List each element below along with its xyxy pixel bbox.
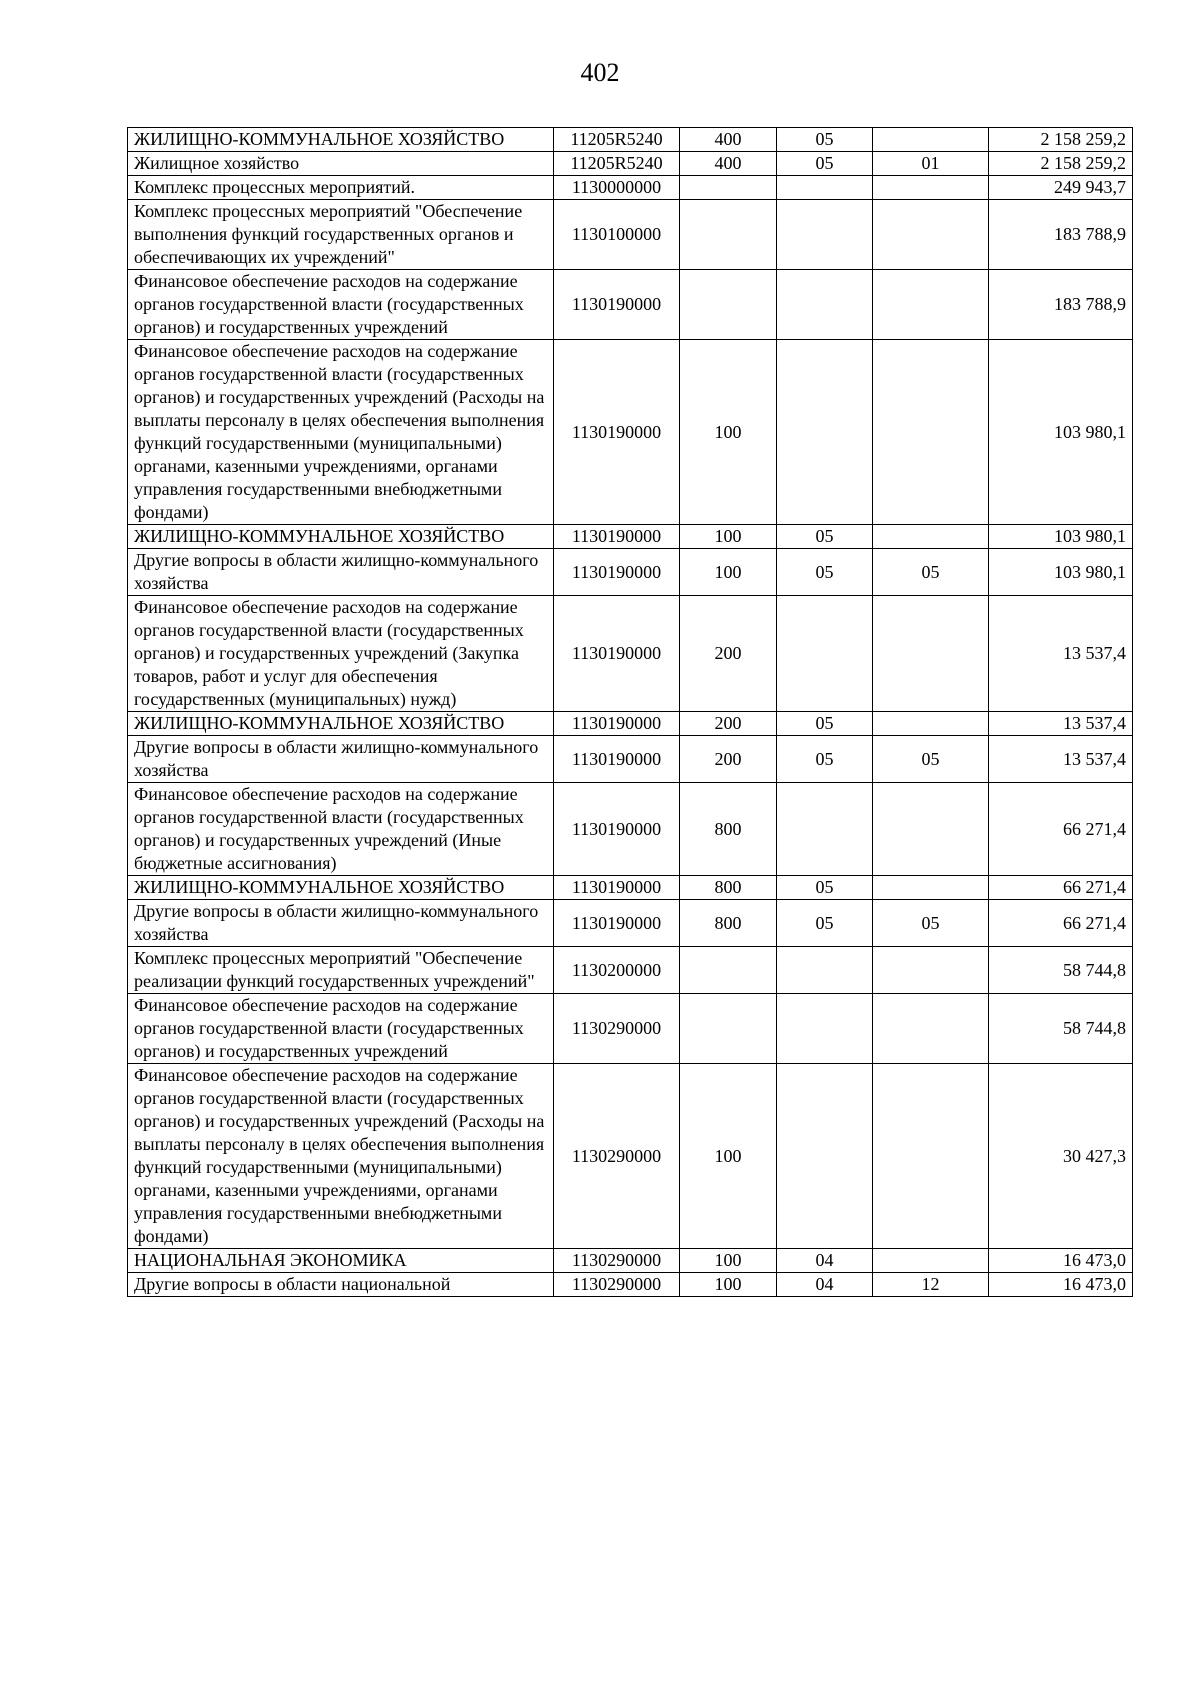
row-expense-type-cell: 200	[680, 596, 777, 712]
row-amount-cell: 103 980,1	[989, 549, 1133, 596]
row-code-cell: 1130290000	[554, 1064, 680, 1249]
table-row	[128, 340, 1133, 525]
row-name-cell: Комплекс процессных мероприятий "Обеспечение реализации функций государственных учреждений"	[128, 947, 554, 994]
row-name-cell: Финансовое обеспечение расходов на содержание органов государственной власти (государственных органов) и государственных учреждений	[128, 994, 554, 1064]
row-amount-cell: 13 537,4	[989, 736, 1133, 783]
table-row	[128, 712, 1133, 736]
row-section-cell	[777, 1064, 873, 1249]
row-amount-cell: 58 744,8	[989, 947, 1133, 994]
row-section-cell: 04	[777, 1249, 873, 1273]
row-expense-type-cell: 100	[680, 549, 777, 596]
table-row	[128, 176, 1133, 200]
row-expense-type-cell: 400	[680, 152, 777, 176]
row-amount-cell: 2 158 259,2	[989, 152, 1133, 176]
row-code-cell: 1130190000	[554, 712, 680, 736]
row-section-cell: 05	[777, 152, 873, 176]
row-name-cell: ЖИЛИЩНО-КОММУНАЛЬНОЕ ХОЗЯЙСТВО	[128, 128, 554, 152]
row-name-cell: Финансовое обеспечение расходов на содержание органов государственной власти (государственных органов) и государственных учреждений (Расходы на выплаты персоналу в целях обеспечения выполнения функций государственными (муниципальными) органами, казенными учреждениями, органами управления государственными внебюджетными фондами)	[128, 340, 554, 525]
row-expense-type-cell: 100	[680, 1273, 777, 1297]
row-name-cell: Другие вопросы в области национальной	[128, 1273, 554, 1297]
row-section-cell	[777, 270, 873, 340]
row-amount-cell: 30 427,3	[989, 1064, 1133, 1249]
row-subsection-cell	[873, 947, 989, 994]
table-row	[128, 200, 1133, 270]
row-amount-cell: 103 980,1	[989, 340, 1133, 525]
row-expense-type-cell: 100	[680, 1064, 777, 1249]
row-amount-cell: 16 473,0	[989, 1273, 1133, 1297]
row-amount-cell: 103 980,1	[989, 525, 1133, 549]
row-name-cell: ЖИЛИЩНО-КОММУНАЛЬНОЕ ХОЗЯЙСТВО	[128, 525, 554, 549]
table-row	[128, 270, 1133, 340]
row-code-cell: 1130190000	[554, 900, 680, 947]
row-code-cell: 1130290000	[554, 1273, 680, 1297]
row-code-cell: 1130190000	[554, 549, 680, 596]
row-name-cell: Другие вопросы в области жилищно-коммунального хозяйства	[128, 900, 554, 947]
row-amount-cell: 58 744,8	[989, 994, 1133, 1064]
table-row	[128, 876, 1133, 900]
row-name-cell: Другие вопросы в области жилищно-коммунального хозяйства	[128, 736, 554, 783]
row-section-cell: 05	[777, 525, 873, 549]
row-amount-cell: 183 788,9	[989, 270, 1133, 340]
row-section-cell: 05	[777, 712, 873, 736]
row-expense-type-cell	[680, 947, 777, 994]
row-amount-cell: 66 271,4	[989, 876, 1133, 900]
row-code-cell: 1130290000	[554, 994, 680, 1064]
row-code-cell: 1130190000	[554, 525, 680, 549]
row-section-cell: 04	[777, 1273, 873, 1297]
row-name-cell: Жилищное хозяйство	[128, 152, 554, 176]
row-section-cell	[777, 340, 873, 525]
row-subsection-cell	[873, 1249, 989, 1273]
table-row	[128, 736, 1133, 783]
row-section-cell	[777, 200, 873, 270]
row-subsection-cell	[873, 1064, 989, 1249]
row-amount-cell: 13 537,4	[989, 712, 1133, 736]
row-subsection-cell	[873, 176, 989, 200]
row-amount-cell: 2 158 259,2	[989, 128, 1133, 152]
table-row	[128, 900, 1133, 947]
row-section-cell	[777, 176, 873, 200]
row-expense-type-cell: 200	[680, 712, 777, 736]
row-subsection-cell	[873, 712, 989, 736]
table-row	[128, 947, 1133, 994]
row-expense-type-cell: 100	[680, 1249, 777, 1273]
row-code-cell: 1130190000	[554, 270, 680, 340]
row-name-cell: Финансовое обеспечение расходов на содержание органов государственной власти (государственных органов) и государственных учреждений (Иные бюджетные ассигнования)	[128, 783, 554, 876]
table-row	[128, 549, 1133, 596]
page-number: 402	[580, 58, 620, 87]
table-row	[128, 128, 1133, 152]
row-section-cell: 05	[777, 128, 873, 152]
row-subsection-cell	[873, 994, 989, 1064]
row-subsection-cell	[873, 270, 989, 340]
row-subsection-cell	[873, 596, 989, 712]
row-amount-cell: 13 537,4	[989, 596, 1133, 712]
row-expense-type-cell: 800	[680, 783, 777, 876]
row-code-cell: 1130100000	[554, 200, 680, 270]
row-amount-cell: 66 271,4	[989, 900, 1133, 947]
row-subsection-cell: 05	[873, 736, 989, 783]
row-name-cell: Финансовое обеспечение расходов на содержание органов государственной власти (государственных органов) и государственных учреждений (Закупка товаров, работ и услуг для обеспечения государственных (муниципальных) нужд)	[128, 596, 554, 712]
row-amount-cell: 249 943,7	[989, 176, 1133, 200]
table-row	[128, 1064, 1133, 1249]
row-code-cell: 1130190000	[554, 736, 680, 783]
table-row	[128, 994, 1133, 1064]
row-name-cell: Финансовое обеспечение расходов на содержание органов государственной власти (государственных органов) и государственных учреждений (Расходы на выплаты персоналу в целях обеспечения выполнения функций государственными (муниципальными) органами, казенными учреждениями, органами управления государственными внебюджетными фондами)	[128, 1064, 554, 1249]
row-expense-type-cell: 800	[680, 876, 777, 900]
row-name-cell: НАЦИОНАЛЬНАЯ ЭКОНОМИКА	[128, 1249, 554, 1273]
row-expense-type-cell	[680, 200, 777, 270]
row-amount-cell: 66 271,4	[989, 783, 1133, 876]
row-name-cell: Комплекс процессных мероприятий.	[128, 176, 554, 200]
row-subsection-cell	[873, 783, 989, 876]
row-name-cell: Финансовое обеспечение расходов на содержание органов государственной власти (государственных органов) и государственных учреждений	[128, 270, 554, 340]
row-section-cell: 05	[777, 876, 873, 900]
budget-table	[127, 127, 1133, 1297]
row-section-cell: 05	[777, 549, 873, 596]
row-subsection-cell: 01	[873, 152, 989, 176]
row-expense-type-cell: 800	[680, 900, 777, 947]
row-subsection-cell: 05	[873, 900, 989, 947]
row-code-cell: 11205R5240	[554, 152, 680, 176]
row-code-cell: 1130190000	[554, 876, 680, 900]
row-section-cell	[777, 947, 873, 994]
row-section-cell	[777, 994, 873, 1064]
row-subsection-cell	[873, 340, 989, 525]
row-code-cell: 11205R5240	[554, 128, 680, 152]
row-code-cell: 1130190000	[554, 596, 680, 712]
row-amount-cell: 16 473,0	[989, 1249, 1133, 1273]
row-section-cell	[777, 596, 873, 712]
row-expense-type-cell	[680, 270, 777, 340]
table-row	[128, 1273, 1133, 1297]
table-row	[128, 152, 1133, 176]
row-code-cell: 1130290000	[554, 1249, 680, 1273]
table-row	[128, 783, 1133, 876]
row-expense-type-cell: 100	[680, 525, 777, 549]
row-name-cell: ЖИЛИЩНО-КОММУНАЛЬНОЕ ХОЗЯЙСТВО	[128, 876, 554, 900]
row-subsection-cell	[873, 128, 989, 152]
row-expense-type-cell	[680, 176, 777, 200]
row-subsection-cell	[873, 876, 989, 900]
row-amount-cell: 183 788,9	[989, 200, 1133, 270]
table-row	[128, 596, 1133, 712]
row-expense-type-cell: 400	[680, 128, 777, 152]
row-subsection-cell: 12	[873, 1273, 989, 1297]
row-expense-type-cell: 100	[680, 340, 777, 525]
row-name-cell: Комплекс процессных мероприятий "Обеспечение выполнения функций государственных органов и обеспечивающих их учреждений"	[128, 200, 554, 270]
table-row	[128, 1249, 1133, 1273]
row-section-cell	[777, 783, 873, 876]
row-section-cell: 05	[777, 900, 873, 947]
budget-table-body	[128, 128, 1133, 1297]
row-name-cell: Другие вопросы в области жилищно-коммунального хозяйства	[128, 549, 554, 596]
row-expense-type-cell	[680, 994, 777, 1064]
row-subsection-cell	[873, 200, 989, 270]
table-row	[128, 525, 1133, 549]
row-subsection-cell: 05	[873, 549, 989, 596]
row-subsection-cell	[873, 525, 989, 549]
row-code-cell: 1130190000	[554, 340, 680, 525]
row-code-cell: 1130200000	[554, 947, 680, 994]
row-expense-type-cell: 200	[680, 736, 777, 783]
row-code-cell: 1130000000	[554, 176, 680, 200]
row-code-cell: 1130190000	[554, 783, 680, 876]
row-name-cell: ЖИЛИЩНО-КОММУНАЛЬНОЕ ХОЗЯЙСТВО	[128, 712, 554, 736]
row-section-cell: 05	[777, 736, 873, 783]
